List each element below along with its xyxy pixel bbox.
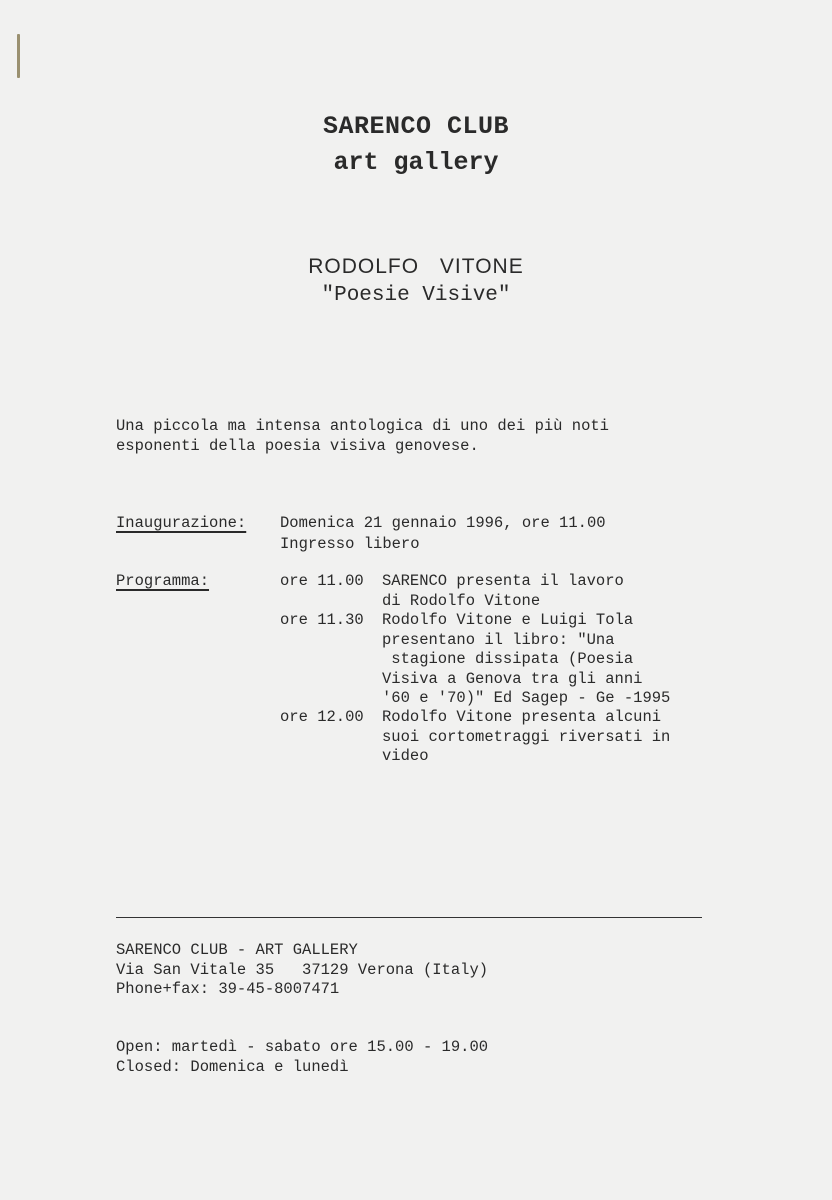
programme-line: SARENCO presenta il lavoro [382, 572, 624, 590]
opening-hours: Open: martedì - sabato ore 15.00 - 19.00 [116, 1038, 489, 1056]
intro-line: Una piccola ma intensa antologica di uno dei più noti [116, 417, 609, 435]
programme-line: Rodolfo Vitone e Luigi Tola [382, 611, 634, 629]
gallery-name: SARENCO CLUB [322, 112, 510, 141]
programme-label: Programma: [116, 572, 210, 590]
programme-line: '60 e '70)" Ed Sagep - Ge -1995 [382, 689, 671, 707]
gallery-subtitle: art gallery [333, 148, 499, 177]
footer-phone: Phone+fax: 39-45-8007471 [116, 980, 340, 998]
footer-contact [116, 941, 488, 1000]
artist-name: RODOLFO VITONE [308, 255, 524, 278]
programme-line: di Rodolfo Vitone [382, 591, 541, 610]
programme-text [382, 572, 624, 611]
intro-paragraph [116, 417, 609, 456]
footer-gallery-name: SARENCO CLUB - ART GALLERY [116, 941, 358, 959]
programme-line: Rodolfo Vitone presenta alcuni [382, 708, 662, 726]
programme-text [382, 708, 670, 767]
inauguration-date: Domenica 21 gennaio 1996, ore 11.00 [280, 514, 606, 532]
programme-line: suoi cortometraggi riversati in [382, 727, 671, 746]
footer-hours [116, 1038, 488, 1077]
programme-time: ore 12.00 [280, 708, 364, 726]
exhibition-title: "Poesie Visive" [321, 284, 511, 307]
staple-mark [17, 34, 20, 78]
footer-divider [116, 917, 702, 918]
inauguration-label: Inaugurazione: [116, 514, 247, 532]
programme-line: Visiva a Genova tra gli anni [382, 669, 643, 688]
programme-line: stagione dissipata (Poesia [382, 650, 634, 668]
intro-line: esponenti della poesia visiva genovese. [116, 436, 479, 455]
programme-line: video [382, 747, 429, 765]
inauguration-entry: Ingresso libero [280, 535, 420, 553]
programme-time: ore 11.00 [280, 572, 364, 590]
programme-line: presentano il libro: "Una [382, 630, 615, 649]
programme-time: ore 11.30 [280, 611, 364, 629]
footer-address: Via San Vitale 35 37129 Verona (Italy) [116, 960, 489, 979]
closing-days: Closed: Domenica e lunedì [116, 1057, 349, 1076]
programme-text [382, 611, 670, 709]
